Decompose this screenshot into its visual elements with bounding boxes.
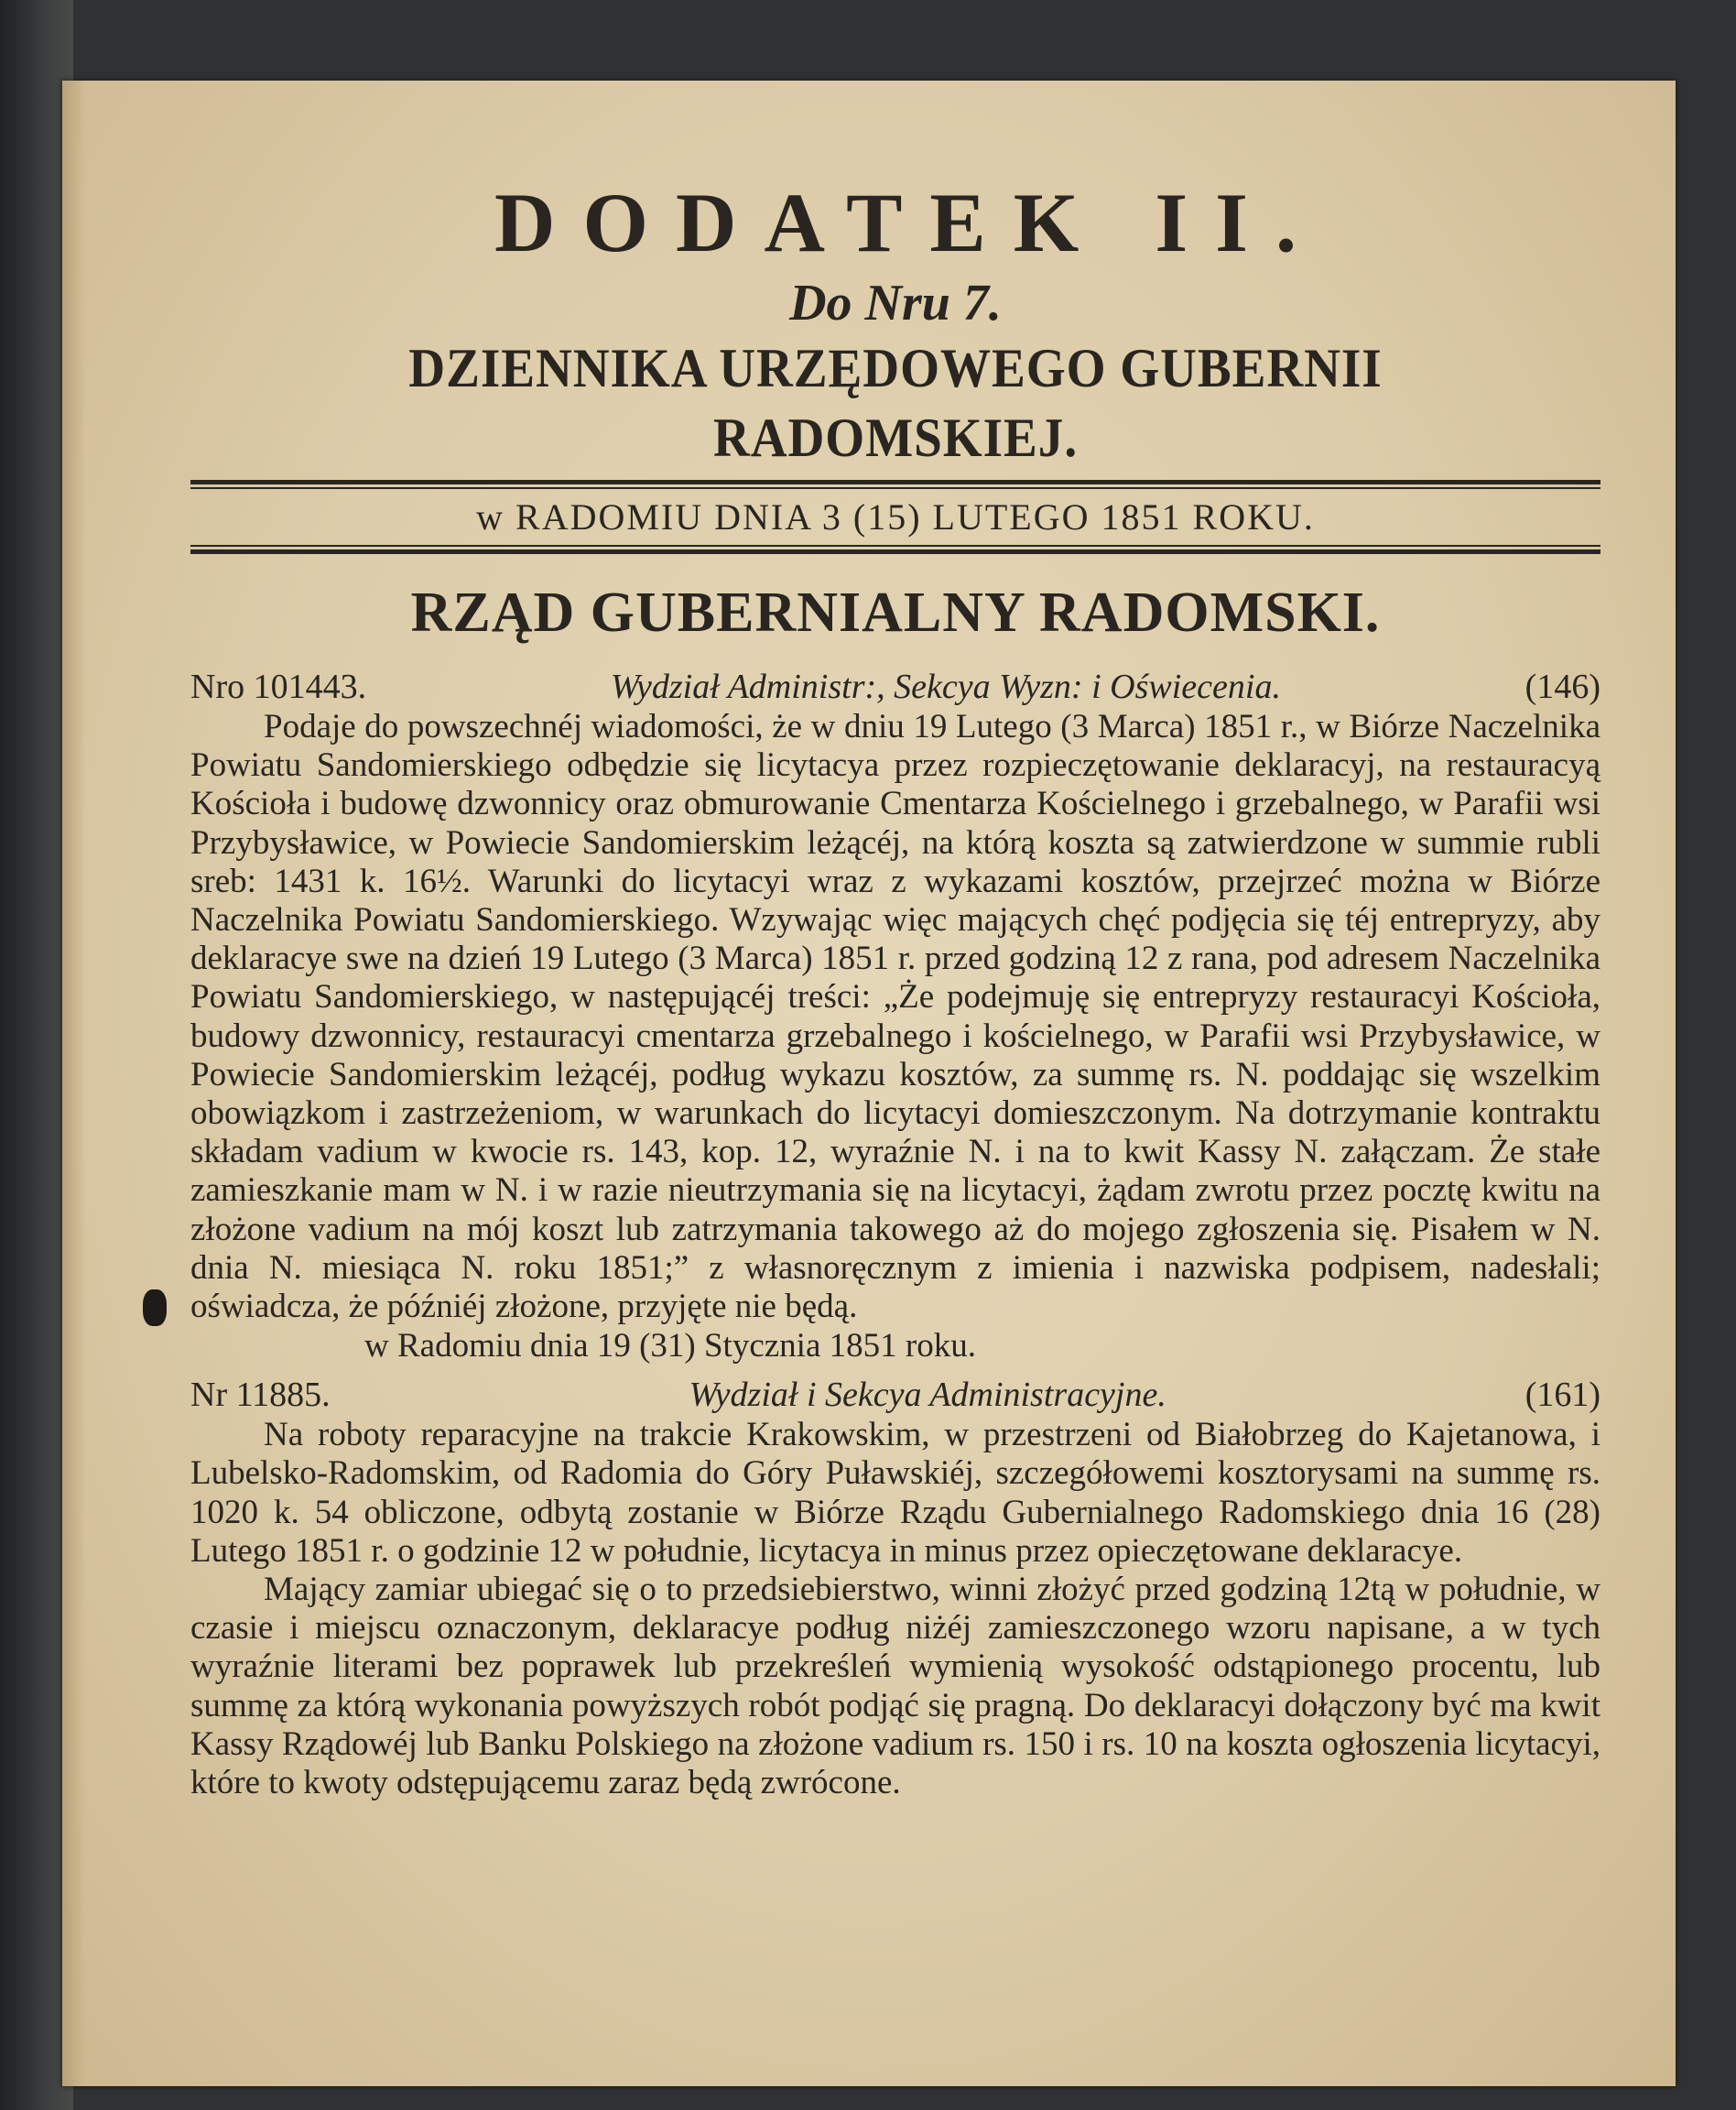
entry-paragraph: Podaje do powszechnéj wiadomości, że w dniu 19 Lutego (3 Marca) 1851 r., w Biórze Naczelnika Powiatu Sandomierskiego odbędzie się licytacya przez rozpieczętowanie deklaracyj, na restauracyą Kościoła i budowę dzwonnicy oraz obmurowanie Cmentarza Kościelnego i grzebalnego, w Parafii wsi Przybysławice, w Powiecie Sandomierskim leżącéj, na którą koszta są zatwierdzone w summie rubli sreb: 1431 k. 16½. Warunki do licytacyi wraz z wykazami kosztów, przejrzeć można w Biórze Naczelnika Powiatu Sandomierskiego. Wzywając więc mających chęć podjęcia się téj entrepryzy, aby deklaracye swe na dzień 19 Lutego (3 Marca) 1851 r. przed godziną 12 z rana, pod adresem Naczelnika Powiatu Sandomierskiego, w następującéj treści: „Że podejmuję się entrepryzy restauracyi Kościoła, budowy dzwonnicy, restauracyi cmentarza grzebalnego i kościelnego, w Parafii wsi Przybysławice, w Powiecie Sandomierskim leżącéj, podług wykazu kosztów, za summę rs. N. poddając się wszelkim obowiązkom i zastrzeżeniom, w warunkach do licytacyi domieszczonym. Na dotrzymanie kontraktu składam vadium w kwocie rs. 143, kop. 12, wyraźnie N. i na to kwit Kassy N. załączam. Że stałe zamieszkanie mam w N. i w razie nieutrzymania się na licytacyi, żądam zwrotu przez pocztę kwitu na złożone vadium na mój koszt lub zatrzymania takowego aż do mojego zgłoszenia się. Pisałem w N. dnia N. miesiąca N. roku 1851;” z własnoręcznym z imienia i nazwiska podpisem, nadesłali; oświadcza, że późniéj złożone, przyjęte nie będą.: [190, 708, 1600, 1326]
dateline: w RADOMIU DNIA 3 (15) LUTEGO 1851 ROKU.: [476, 496, 1315, 538]
office-heading: RZĄD GUBERNIALNY RADOMSKI.: [410, 582, 1381, 644]
entry-header: [190, 1374, 1600, 1416]
entry-number: Nro 101443.: [190, 668, 367, 706]
entry-signature: w Radomiu dnia 19 (31) Stycznia 1851 roku.: [364, 1327, 976, 1365]
issue-number: Do Nru 7.: [789, 275, 1002, 332]
journal-name: DZIENNIKA URZĘDOWEGO GUBERNII RADOMSKIEJ.: [408, 338, 1383, 468]
entry-ref: (146): [1524, 668, 1600, 706]
entry: [190, 1374, 1600, 1802]
document-page: [62, 81, 1676, 2086]
entry-header: [190, 666, 1600, 708]
entry-department: Wydział Administr:, Sekcya Wyzn: i Oświecenia.: [610, 668, 1281, 706]
entry-ref: (161): [1524, 1376, 1600, 1415]
page-content: [190, 172, 1600, 1802]
header-rule-bottom: [190, 549, 1600, 554]
header-rule-bottom-thin: [190, 545, 1600, 547]
header-rule-top: [190, 480, 1600, 484]
entry-department: Wydział i Sekcya Administracyjne.: [689, 1376, 1166, 1415]
page-edge-shadow: [62, 81, 86, 2086]
supplement-title: DODATEK II.: [494, 176, 1324, 269]
entry-number: Nr 11885.: [190, 1376, 331, 1415]
header-rule-top-thin: [190, 487, 1600, 489]
entry-paragraph: Na roboty reparacyjne na trakcie Krakowskim, w przestrzeni od Białobrzeg do Kajetanowa, i Lubelsko-Radomskim, od Radomia do Góry Puławskiéj, szczegółowemi kosztorysami na summę rs. 1020 k. 54 obliczone, odbytą zostanie w Biórze Rządu Gubernialnego Radomskiego dnia 16 (28) Lutego 1851 r. o godzinie 12 w południe, licytacya in minus przez opieczętowane deklaracye.: [190, 1416, 1600, 1570]
entry-paragraph: Mający zamiar ubiegać się o to przedsiebierstwo, winni złożyć przed godziną 12tą w południe, w czasie i miejscu oznaczonym, deklaracye podług niżéj zamieszczonego wzoru napisane, a w tych wyraźnie literami bez poprawek lub przekreśleń wymienią wysokość odstąpionego procentu, lub summę za którą wykonania powyższych robót podjąć się pragną. Do deklaracyi dołączony być ma kwit Kassy Rządowéj lub Banku Polskiego na złożone vadium rs. 150 i rs. 10 na koszta ogłoszenia licytacyi, które to kwoty odstępującemu zaraz będą zwrócone.: [190, 1571, 1600, 1802]
entry: [190, 666, 1600, 1366]
ink-blot: [143, 1289, 167, 1326]
